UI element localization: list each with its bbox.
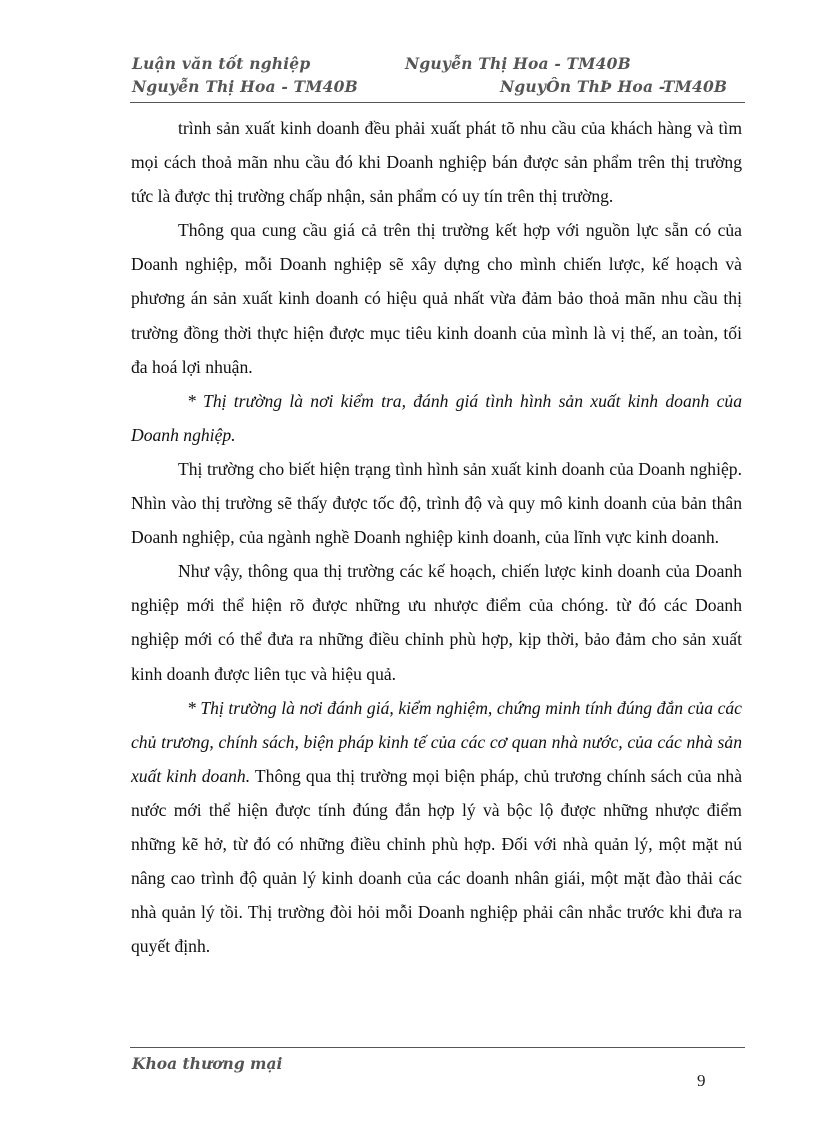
- paragraph-rest: Thông qua thị trường mọi biện pháp, chủ trương chính sách của nhà nước mới thể hiện được tính đúng đắn hợp lý và bộc lộ được những nhược điểm những kẽ hở, từ đó có những điều chỉnh phù hợp. Đối với nhà quản lý, một mặt nú nâng cao trình độ quản lý kinh doanh của các doanh nhân giái, một mặt đào thải các nhà quản lý tồi. Thị trường đòi hỏi mỗi Doanh nghiệp phải cân nhắc trước khi đưa ra quyết định.: [131, 765, 742, 957]
- paragraph: Như vậy, thông qua thị trường các kế hoạch, chiến lược kinh doanh của Doanh nghiệp mới thể hiện rõ được những ưu nhược điểm của chóng. từ đó các Doanh nghiệp mới có thể đưa ra những điều chỉnh phù hợp, kịp thời, bảo đảm cho sản xuất kinh doanh được liên tục và hiệu quả.: [131, 561, 742, 684]
- paragraph: Thị trường cho biết hiện trạng tình hình sản xuất kinh doanh của Doanh nghiệp. Nhìn vào thị trường sẽ thấy được tốc độ, trình độ và quy mô kinh doanh của bản thân Doanh nghiệp, của ngành nghề Doanh nghiệp kinh doanh, của lĩnh vực kinh doanh.: [131, 458, 742, 548]
- header-author-repeat: Nguyễn Thị Hoa - TM40B: [132, 77, 358, 96]
- body-text: [131, 111, 742, 963]
- page-number: 9: [697, 1071, 706, 1090]
- header-thesis-title: Luận văn tốt nghiệp: [132, 54, 311, 73]
- italic-lead: * Thị trường là nơi đánh giá, kiểm nghiệm, chứng minh tính đúng đắn của các chủ trương, chính sách, biện pháp kinh tế của các cơ quan nhà nước, của các nhà sản xuất kinh doanh.: [131, 697, 742, 786]
- footer-divider: [130, 1047, 745, 1048]
- header-author: Nguyễn Thị Hoa - TM40B: [405, 54, 631, 73]
- header-author-garbled: NguyÔn ThÞ Hoa -TM40B: [500, 77, 728, 96]
- italic-heading-paragraph: * Thị trường là nơi kiểm tra, đánh giá tình hình sản xuất kinh doanh của Doanh nghiệp.: [131, 390, 742, 445]
- paragraph-mixed: [131, 691, 742, 964]
- paragraph: trình sản xuất kinh doanh đều phải xuất phát tõ nhu cầu của khách hàng và tìm mọi cách thoả mãn nhu cầu đó khi Doanh nghiệp bán được sản phẩm trên thị trường tức là được thị trường chấp nhận, sản phẩm có uy tín trên thị trường.: [131, 118, 742, 207]
- header-divider: [130, 102, 745, 103]
- paragraph: Thông qua cung cầu giá cả trên thị trường kết hợp với nguồn lực sẵn có của Doanh nghiệp, mỗi Doanh nghiệp sẽ xây dựng cho mình chiến lược, kế hoạch và phương án sản xuất kinh doanh có hiệu quả nhất vừa đảm bảo thoả mãn nhu cầu thị trường đồng thời thực hiện được mục tiêu kinh doanh của mình là vị thế, an toàn, tối đa hoá lợi nhuận.: [131, 220, 742, 377]
- footer-department: Khoa thương mại: [132, 1054, 283, 1073]
